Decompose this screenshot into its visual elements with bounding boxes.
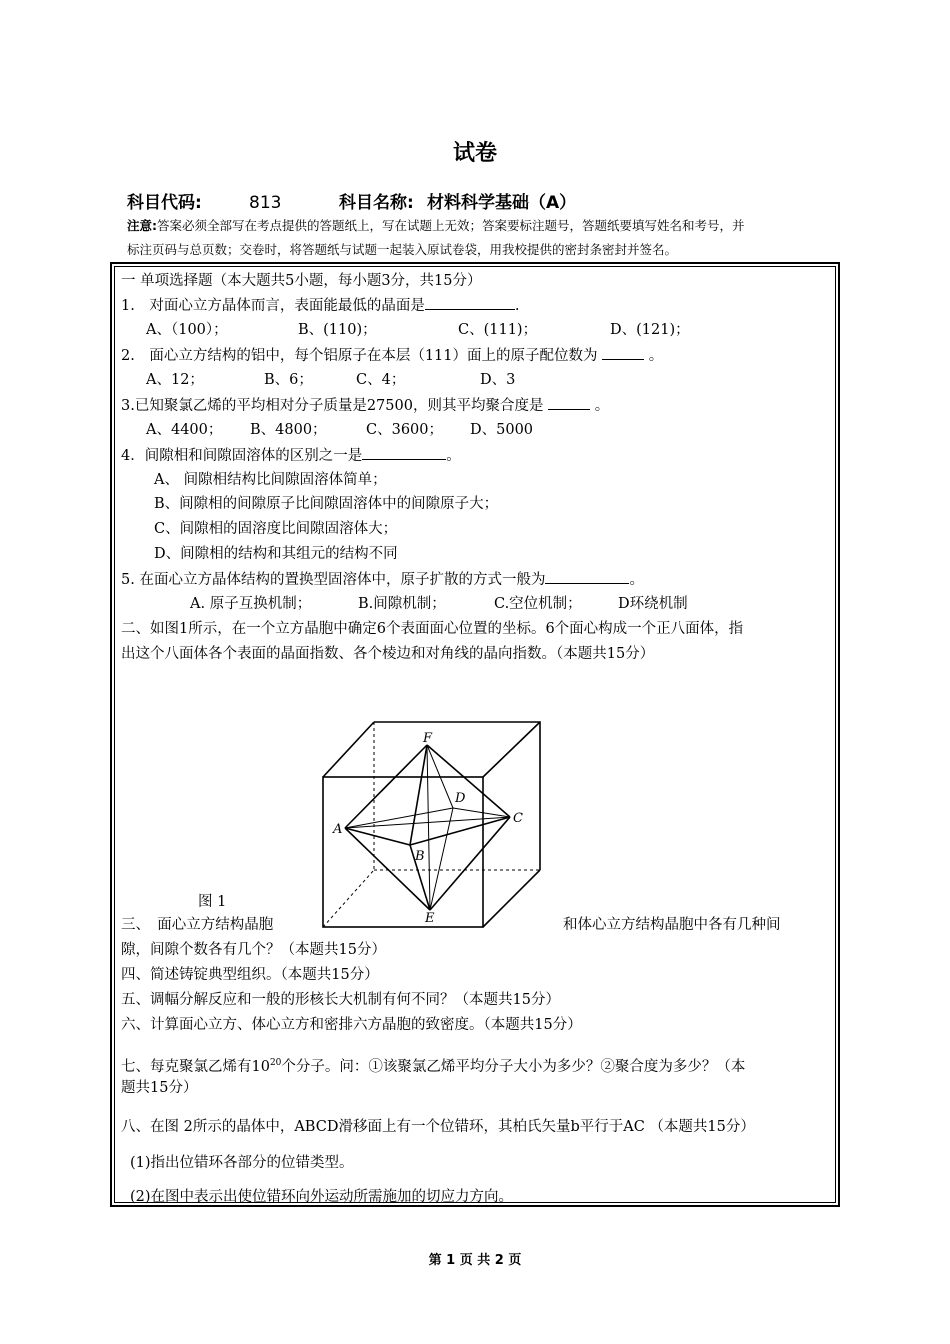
q5-stem: 5. 在面心立方晶体结构的置换型固溶体中，原子扩散的方式一般为 。	[121, 569, 644, 590]
q1-option-b: B、(110)；	[298, 322, 377, 338]
page-footer: 第 1 页 共 2 页	[428, 1253, 522, 1268]
subject-name: 材料科学基础（A）	[427, 193, 577, 213]
q3-options	[146, 420, 533, 440]
subject-line	[127, 188, 576, 213]
vertex-label-a: A	[333, 822, 343, 837]
q2-option-d: D、3	[480, 372, 516, 388]
section8-sub2: (2)在图中表示出使位错环向外运动所需施加的切应力方向。	[130, 1189, 514, 1205]
section2-line1: 二、如图1所示，在一个立方晶胞中确定6个表面面心位置的坐标。6个面心构成一个正八面体，指	[121, 621, 744, 637]
subject-code-label: 科目代码:	[127, 193, 202, 213]
q5-option-c: C.空位机制；	[494, 596, 582, 612]
note-line-1: 答案必须全部写在考点提供的答题纸上，写在试题上无效；答案要标注题号，答题纸要填写姓名和考号，并	[157, 218, 745, 233]
section3-right: 和体心立方结构晶胞中各有几种间	[563, 917, 781, 933]
section7-line1: 七、每克聚氯乙烯有$10^{20}$个分子。问：①该聚氯乙烯平均分子大小为多少？②聚合度为多少？（本	[121, 1058, 746, 1075]
q2-options	[146, 370, 515, 390]
section7-line2: 题共15分）	[121, 1080, 198, 1096]
q4-option-d: D、间隙相的结构和其组元的结构不同	[154, 546, 398, 562]
figure-1-caption: 图 1	[198, 894, 227, 910]
q3-option-b: B、4800；	[250, 422, 327, 438]
q2-stem: 2. 面心立方结构的铝中，每个铝原子在本层（111）面上的原子配位数为 。	[121, 345, 663, 366]
q1-stem: 1. 对面心立方晶体而言，表面能最低的晶面是 .	[121, 295, 519, 316]
q4-option-a: A、 间隙相结构比间隙固溶体简单；	[154, 472, 387, 488]
vertex-label-b: B	[415, 849, 425, 864]
q2-option-a: A、12；	[146, 372, 204, 388]
section5: 五、调幅分解反应和一般的形核长大机制有何不同？（本题共15分）	[121, 992, 560, 1008]
q3-stem: 3.已知聚氯乙烯的平均相对分子质量是27500，则其平均聚合度是 。	[121, 395, 609, 416]
q1-option-d: D、(121)；	[610, 322, 690, 338]
q5-options	[190, 594, 688, 614]
q2-option-b: B、6；	[264, 372, 313, 388]
section6: 六、计算面心立方、体心立方和密排六方晶胞的致密度。（本题共15分）	[121, 1017, 582, 1033]
note-label: 注意:	[127, 218, 157, 233]
q1-options	[146, 320, 690, 340]
section3-left: 三、 面心立方结构晶胞	[121, 917, 274, 933]
vertex-label-c: C	[513, 811, 523, 826]
q5-option-b: B.间隙机制；	[358, 596, 446, 612]
q4-option-c: C、间隙相的固溶度比间隙固溶体大；	[154, 521, 398, 537]
vertex-label-f: F	[423, 731, 433, 746]
section2-line2: 出这个八面体各个表面的晶面指数、各个棱边和对角线的晶向指数。（本题共15分）	[121, 646, 655, 662]
q2-option-c: C、4；	[356, 372, 406, 388]
section7-exponent: 20	[269, 1058, 282, 1068]
section1-heading: 一 单项选择题（本大题共5小题，每小题3分，共15分）	[121, 273, 482, 289]
section3-line2: 隙，间隙个数各有几个？（本题共15分）	[121, 942, 386, 958]
q5-option-a: A. 原子互换机制；	[190, 596, 312, 612]
section4: 四、简述铸锭典型组织。（本题共15分）	[121, 967, 379, 983]
subject-name-label: 科目名称:	[339, 193, 414, 213]
subject-code: 813	[249, 193, 282, 213]
vertex-label-d: D	[455, 791, 466, 806]
section8-sub1: (1)指出位错环各部分的位错类型。	[130, 1155, 354, 1171]
q1-option-c: C、(111)；	[458, 322, 538, 338]
q4-option-b: B、间隙相的间隙原子比间隙固溶体中的间隙原子大；	[154, 496, 499, 512]
q3-option-d: D、5000	[470, 422, 534, 438]
q4-stem: 4．间隙相和间隙固溶体的区别之一是 。	[121, 445, 461, 466]
q5-option-d: D环绕机制	[618, 596, 688, 612]
q1-option-a: A、（100）；	[146, 322, 228, 338]
note-line-2: 标注页码与总页数；交卷时，将答题纸与试题一起装入原试卷袋，用我校提供的密封条密封并签名。	[127, 242, 678, 257]
page-title: 试卷	[452, 141, 497, 166]
q3-option-a: A、4400；	[146, 422, 223, 438]
figure-1-octahedron-cube	[315, 720, 555, 930]
q3-option-c: C、3600；	[366, 422, 443, 438]
vertex-label-e: E	[425, 911, 435, 926]
section8-line1: 八、在图 2所示的晶体中，ABCD滑移面上有一个位错环，其柏氏矢量b平行于AC （本题共15分）	[121, 1119, 755, 1135]
exam-note	[127, 214, 827, 262]
